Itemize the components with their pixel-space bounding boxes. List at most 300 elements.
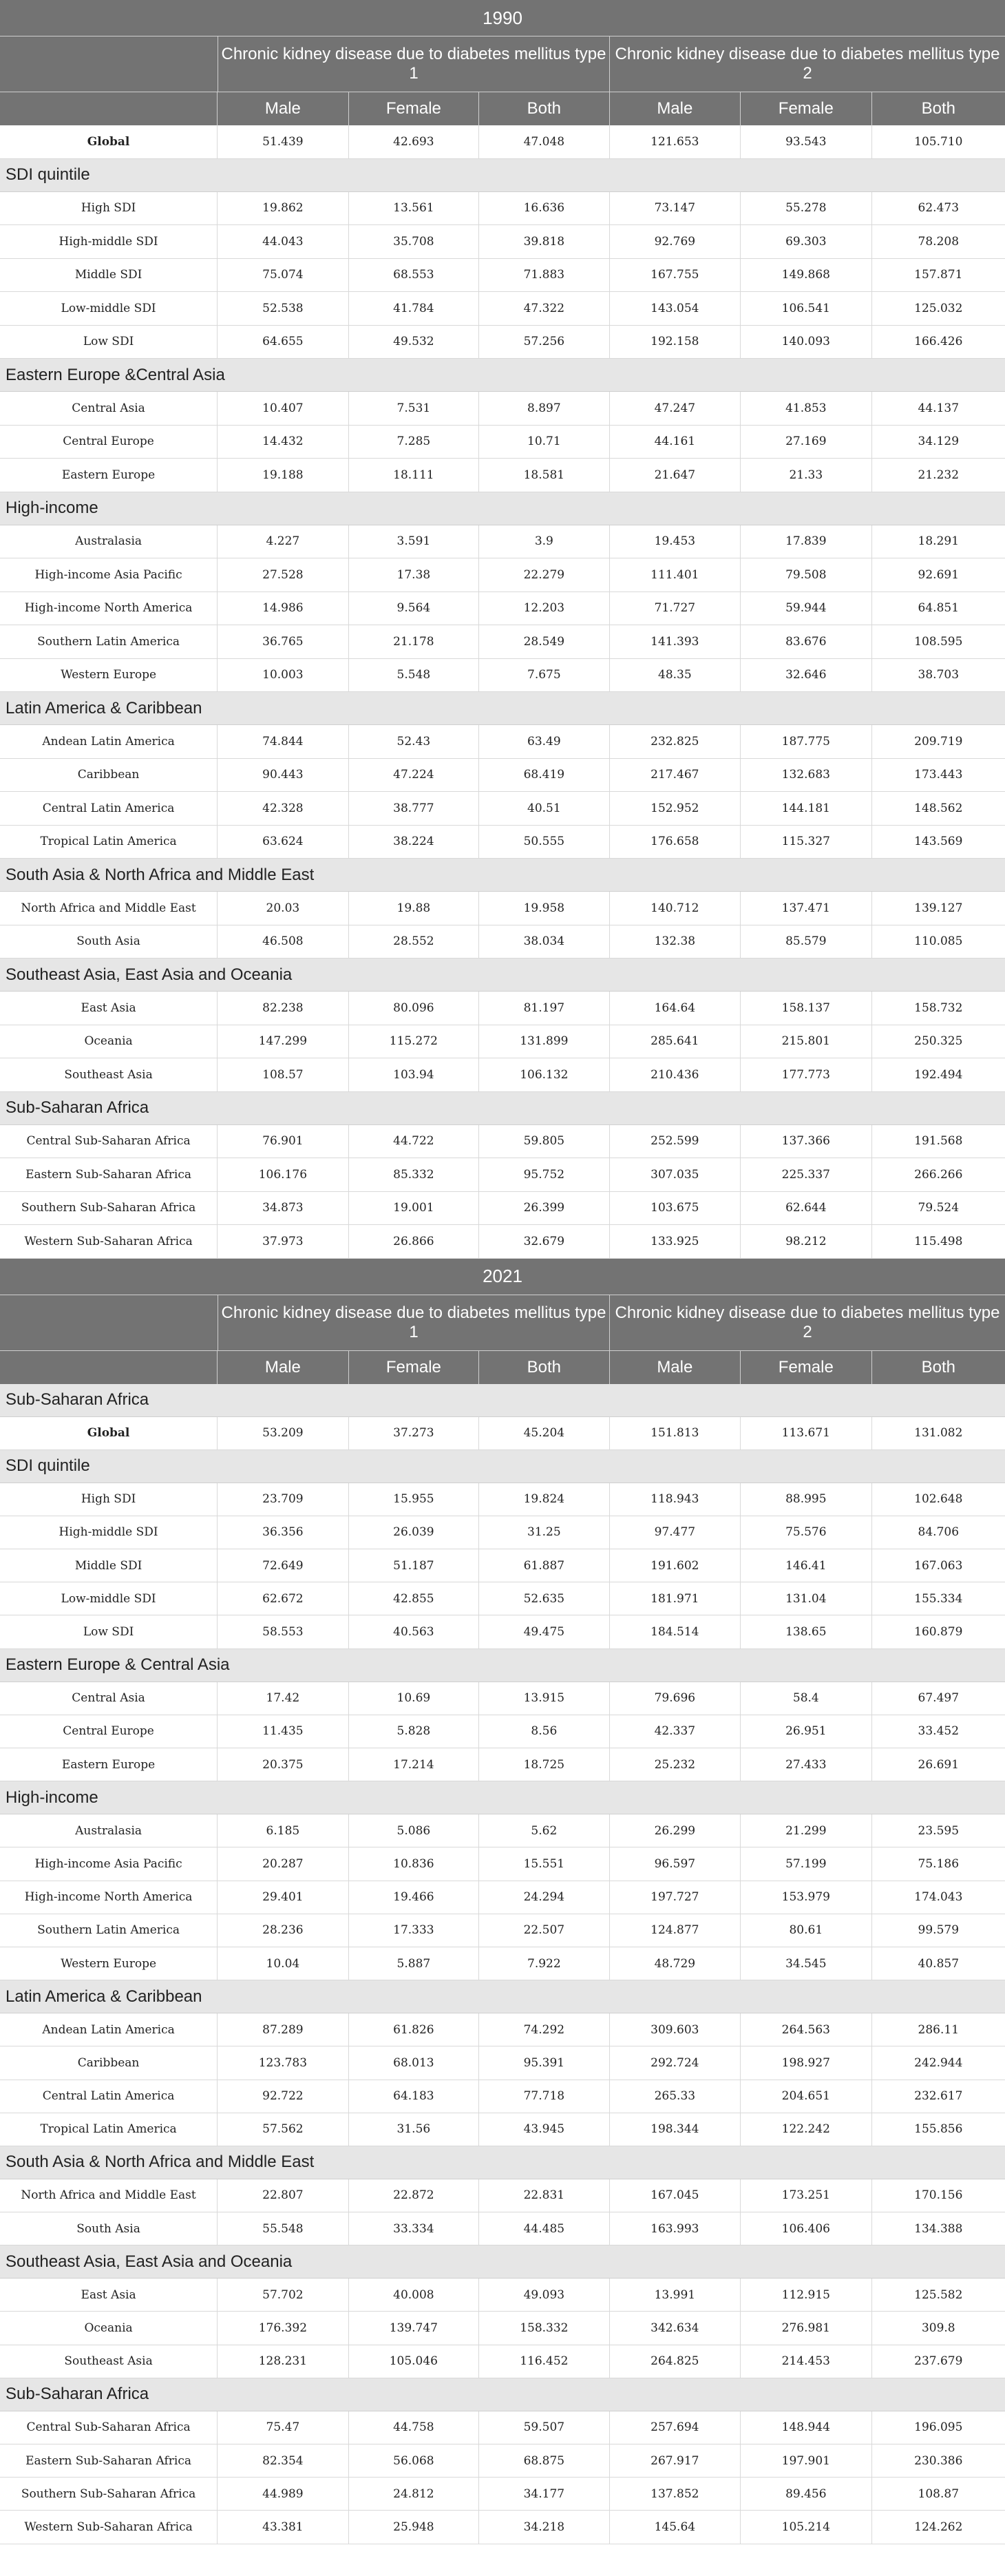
row-label: East Asia <box>0 2279 218 2311</box>
value-cell: 26.399 <box>479 1192 609 1225</box>
value-cell: 6.185 <box>218 1814 348 1847</box>
value-cell: 49.475 <box>479 1615 609 1648</box>
value-cell: 217.467 <box>610 759 741 792</box>
value-cell: 44.989 <box>218 2478 348 2510</box>
column-header-female: Female <box>349 1351 479 1384</box>
table-row <box>0 1417 1005 1450</box>
value-cell: 47.048 <box>479 125 609 158</box>
column-header-female: Female <box>741 92 871 125</box>
row-label: Middle SDI <box>0 1549 218 1582</box>
value-cell: 99.579 <box>918 1923 960 1938</box>
row-label: Southeast Asia <box>0 2345 218 2378</box>
value-cell: 55.278 <box>741 192 871 225</box>
value-cell: 40.857 <box>918 1956 960 1971</box>
value-cell: 45.204 <box>479 1417 609 1449</box>
value-cell: 13.561 <box>349 192 479 225</box>
value-cell: 27.433 <box>741 1748 871 1781</box>
table-row <box>0 1914 1005 1947</box>
value-cell: 53.209 <box>218 1417 348 1449</box>
value-cell: 210.436 <box>610 1058 741 1091</box>
value-cell: 27.528 <box>218 558 348 591</box>
value-cell: 143.054 <box>610 292 741 325</box>
table-row <box>0 2444 1005 2478</box>
value-cell: 20.287 <box>218 1847 348 1880</box>
value-cell: 276.981 <box>741 2312 871 2344</box>
row-label: Australasia <box>0 525 218 558</box>
value-cell: 5.086 <box>349 1814 479 1847</box>
value-cell: 139.747 <box>349 2312 479 2344</box>
row-label: High-middle SDI <box>0 1516 218 1549</box>
value-cell: 96.597 <box>610 1847 741 1880</box>
value-cell: 22.807 <box>218 2179 348 2212</box>
table-row <box>0 225 1005 259</box>
value-cell: 75.576 <box>741 1516 871 1549</box>
value-cell: 19.958 <box>479 892 609 925</box>
value-cell: 21.33 <box>741 459 871 492</box>
value-cell: 157.871 <box>914 268 963 282</box>
value-cell: 49.093 <box>479 2279 609 2311</box>
value-cell: 10.407 <box>218 392 348 425</box>
row-label: Central Asia <box>0 392 218 425</box>
value-cell: 33.334 <box>349 2212 479 2245</box>
value-cell: 252.599 <box>610 1125 741 1158</box>
value-cell: 8.56 <box>479 1715 609 1748</box>
row-label: North Africa and Middle East <box>0 892 218 925</box>
value-cell: 68.875 <box>479 2444 609 2477</box>
group-header-type2: Chronic kidney disease due to diabetes mellitus type 2 <box>615 45 1000 83</box>
value-cell: 17.839 <box>741 525 871 558</box>
table-row <box>0 1947 1005 1980</box>
row-label: Southern Latin America <box>0 1914 218 1947</box>
value-cell: 5.828 <box>349 1715 479 1748</box>
value-cell: 55.548 <box>218 2212 348 2245</box>
value-cell: 62.672 <box>218 1582 348 1615</box>
value-cell: 115.498 <box>914 1234 963 1248</box>
row-label: Central Latin America <box>0 792 218 825</box>
value-cell: 18.291 <box>918 534 960 549</box>
value-cell: 250.325 <box>914 1034 963 1049</box>
column-header-female: Female <box>741 1351 871 1384</box>
value-cell: 137.471 <box>741 892 871 925</box>
value-cell: 112.915 <box>741 2279 871 2311</box>
value-cell: 26.951 <box>741 1715 871 1748</box>
table-row <box>0 259 1005 293</box>
value-cell: 17.42 <box>218 1682 348 1715</box>
value-cell: 92.769 <box>610 225 741 258</box>
section-header: SDI quintile <box>0 159 1005 192</box>
value-cell: 90.443 <box>218 759 348 792</box>
value-cell: 17.333 <box>349 1914 479 1947</box>
value-cell: 34.177 <box>479 2478 609 2510</box>
corner-cell <box>0 1295 218 1350</box>
table-row <box>0 1715 1005 1748</box>
row-label: Middle SDI <box>0 259 218 292</box>
value-cell: 131.899 <box>479 1025 609 1058</box>
value-cell: 264.825 <box>610 2345 741 2378</box>
row-label: High-income Asia Pacific <box>0 1847 218 1880</box>
value-cell: 38.224 <box>349 826 479 859</box>
value-cell: 265.33 <box>610 2080 741 2113</box>
value-cell: 71.883 <box>479 259 609 292</box>
value-cell: 155.856 <box>914 2122 963 2137</box>
value-cell: 21.647 <box>610 459 741 492</box>
value-cell: 191.602 <box>610 1549 741 1582</box>
value-cell: 24.294 <box>479 1881 609 1914</box>
value-cell: 266.266 <box>914 1167 963 1182</box>
table-row <box>0 292 1005 326</box>
value-cell: 11.435 <box>218 1715 348 1748</box>
value-cell: 57.702 <box>218 2279 348 2311</box>
value-cell: 197.901 <box>741 2444 871 2477</box>
value-cell: 176.658 <box>610 826 741 859</box>
value-cell: 10.003 <box>218 659 348 692</box>
row-label: Low SDI <box>0 326 218 359</box>
value-cell: 22.507 <box>479 1914 609 1947</box>
group-header-row <box>0 36 1005 92</box>
value-cell: 43.945 <box>479 2113 609 2146</box>
table-row <box>0 1158 1005 1192</box>
value-cell: 36.765 <box>218 625 348 658</box>
value-cell: 44.043 <box>218 225 348 258</box>
value-cell: 29.401 <box>218 1881 348 1914</box>
value-cell: 145.64 <box>610 2511 741 2543</box>
value-cell: 33.452 <box>918 1724 960 1739</box>
value-cell: 174.043 <box>914 1890 963 1905</box>
table-row <box>0 2345 1005 2378</box>
value-cell: 56.068 <box>349 2444 479 2477</box>
row-label: Western Sub-Saharan Africa <box>0 2511 218 2543</box>
table-row <box>0 892 1005 925</box>
table-row <box>0 192 1005 226</box>
row-label: Central Asia <box>0 1682 218 1715</box>
value-cell: 25.948 <box>349 2511 479 2543</box>
value-cell: 73.147 <box>610 192 741 225</box>
value-cell: 19.001 <box>349 1192 479 1225</box>
section-header: Latin America & Caribbean <box>0 1980 1005 2013</box>
value-cell: 79.696 <box>610 1682 741 1715</box>
value-cell: 140.712 <box>610 892 741 925</box>
row-label: Low-middle SDI <box>0 1582 218 1615</box>
value-cell: 9.564 <box>349 592 479 625</box>
table-row <box>0 2312 1005 2345</box>
value-cell: 197.727 <box>610 1881 741 1914</box>
row-label: East Asia <box>0 992 218 1025</box>
value-cell: 95.391 <box>479 2046 609 2079</box>
value-cell: 80.096 <box>349 992 479 1025</box>
value-cell: 137.852 <box>610 2478 741 2510</box>
value-cell: 82.238 <box>218 992 348 1025</box>
value-cell: 38.703 <box>918 668 960 682</box>
value-cell: 132.683 <box>741 759 871 792</box>
value-cell: 26.866 <box>349 1225 479 1258</box>
value-cell: 63.49 <box>479 725 609 758</box>
value-cell: 4.227 <box>218 525 348 558</box>
table-row <box>0 1483 1005 1516</box>
value-cell: 209.719 <box>914 734 963 748</box>
value-cell: 146.41 <box>741 1549 871 1582</box>
value-cell: 26.039 <box>349 1516 479 1549</box>
section-header: Southeast Asia, East Asia and Oceania <box>0 2245 1005 2279</box>
value-cell: 75.47 <box>218 2411 348 2444</box>
value-cell: 3.9 <box>479 525 609 558</box>
value-cell: 19.466 <box>349 1881 479 1914</box>
value-cell: 48.35 <box>610 659 741 692</box>
value-cell: 22.831 <box>479 2179 609 2212</box>
value-cell: 103.675 <box>610 1192 741 1225</box>
value-cell: 12.203 <box>479 592 609 625</box>
row-label: High-income Asia Pacific <box>0 558 218 591</box>
value-cell: 62.473 <box>918 201 960 216</box>
table-row <box>0 1748 1005 1781</box>
value-cell: 22.872 <box>349 2179 479 2212</box>
value-cell: 92.722 <box>218 2080 348 2113</box>
value-cell: 7.675 <box>479 659 609 692</box>
value-cell: 48.729 <box>610 1947 741 1980</box>
value-cell: 44.722 <box>349 1125 479 1158</box>
value-cell: 67.497 <box>918 1691 960 1706</box>
value-cell: 307.035 <box>610 1158 741 1191</box>
value-cell: 176.392 <box>218 2312 348 2344</box>
value-cell: 98.212 <box>741 1225 871 1258</box>
value-cell: 128.231 <box>218 2345 348 2378</box>
column-header-male: Male <box>610 92 741 125</box>
table-row <box>0 1225 1005 1259</box>
value-cell: 97.477 <box>610 1516 741 1549</box>
row-label: Caribbean <box>0 759 218 792</box>
value-cell: 47.322 <box>479 292 609 325</box>
value-cell: 75.074 <box>218 259 348 292</box>
value-cell: 58.553 <box>218 1615 348 1648</box>
value-cell: 151.813 <box>610 1417 741 1449</box>
value-cell: 115.272 <box>349 1025 479 1058</box>
value-cell: 41.853 <box>741 392 871 425</box>
row-label: High-income North America <box>0 1881 218 1914</box>
table-row <box>0 2478 1005 2511</box>
section-header: Eastern Europe & Central Asia <box>0 1649 1005 1682</box>
value-cell: 123.783 <box>218 2046 348 2079</box>
row-label: Oceania <box>0 2312 218 2344</box>
value-cell: 57.199 <box>741 1847 871 1880</box>
section-header: Latin America & Caribbean <box>0 692 1005 725</box>
value-cell: 108.87 <box>918 2486 960 2501</box>
row-label: Southern Sub-Saharan Africa <box>0 1192 218 1225</box>
table-row <box>0 625 1005 659</box>
table-row <box>0 459 1005 492</box>
value-cell: 292.724 <box>610 2046 741 2079</box>
value-cell: 111.401 <box>610 558 741 591</box>
value-cell: 49.532 <box>349 326 479 359</box>
value-cell: 147.299 <box>218 1025 348 1058</box>
value-cell: 139.127 <box>914 901 963 915</box>
value-cell: 39.818 <box>479 225 609 258</box>
row-label: Western Europe <box>0 1947 218 1980</box>
value-cell: 32.679 <box>479 1225 609 1258</box>
value-cell: 5.62 <box>479 1814 609 1847</box>
table-row <box>0 558 1005 592</box>
value-cell: 34.545 <box>741 1947 871 1980</box>
row-label: Andean Latin America <box>0 2013 218 2046</box>
table-row <box>0 792 1005 826</box>
section-header: Sub-Saharan Africa <box>0 1092 1005 1125</box>
row-label: High-middle SDI <box>0 225 218 258</box>
value-cell: 158.732 <box>914 1001 963 1015</box>
value-cell: 10.04 <box>218 1947 348 1980</box>
value-cell: 131.04 <box>741 1582 871 1615</box>
value-cell: 13.991 <box>610 2279 741 2311</box>
value-cell: 309.603 <box>610 2013 741 2046</box>
value-cell: 173.443 <box>914 768 963 782</box>
value-cell: 44.137 <box>918 401 960 415</box>
value-cell: 164.64 <box>610 992 741 1025</box>
value-cell: 141.393 <box>610 625 741 658</box>
corner-cell <box>0 1351 218 1384</box>
value-cell: 5.887 <box>349 1947 479 1980</box>
value-cell: 77.718 <box>479 2080 609 2113</box>
value-cell: 40.008 <box>349 2279 479 2311</box>
column-header-both: Both <box>921 1357 955 1376</box>
value-cell: 7.531 <box>349 392 479 425</box>
value-cell: 118.943 <box>610 1483 741 1516</box>
row-label: Eastern Sub-Saharan Africa <box>0 1158 218 1191</box>
value-cell: 167.063 <box>914 1558 963 1573</box>
value-cell: 113.671 <box>741 1417 871 1449</box>
value-cell: 17.38 <box>349 558 479 591</box>
table-row <box>0 2411 1005 2444</box>
column-header-male: Male <box>218 92 348 125</box>
value-cell: 137.366 <box>741 1125 871 1158</box>
value-cell: 124.262 <box>914 2520 963 2534</box>
section-header: Sub-Saharan Africa <box>0 2378 1005 2411</box>
value-cell: 108.595 <box>914 634 963 649</box>
value-cell: 61.887 <box>479 1549 609 1582</box>
section-header: South Asia & North Africa and Middle East <box>0 859 1005 892</box>
group-header-row <box>0 1295 1005 1350</box>
value-cell: 21.299 <box>741 1814 871 1847</box>
value-cell: 44.485 <box>479 2212 609 2245</box>
value-cell: 198.344 <box>610 2113 741 2146</box>
value-cell: 173.251 <box>741 2179 871 2212</box>
value-cell: 58.4 <box>741 1682 871 1715</box>
value-cell: 78.208 <box>918 234 960 249</box>
value-cell: 232.617 <box>914 2089 963 2104</box>
row-label: Central Europe <box>0 1715 218 1748</box>
row-label: Eastern Europe <box>0 1748 218 1781</box>
value-cell: 198.927 <box>741 2046 871 2079</box>
value-cell: 15.551 <box>479 1847 609 1880</box>
value-cell: 74.292 <box>479 2013 609 2046</box>
value-cell: 192.494 <box>914 1067 963 1082</box>
table-row <box>0 1192 1005 1226</box>
value-cell: 133.925 <box>610 1225 741 1258</box>
row-label: Southeast Asia <box>0 1058 218 1091</box>
value-cell: 106.541 <box>741 292 871 325</box>
value-cell: 23.595 <box>918 1823 960 1838</box>
value-cell: 80.61 <box>741 1914 871 1947</box>
row-label: Eastern Europe <box>0 459 218 492</box>
value-cell: 18.111 <box>349 459 479 492</box>
row-label: Low-middle SDI <box>0 292 218 325</box>
value-cell: 93.543 <box>741 125 871 158</box>
table-row <box>0 2046 1005 2080</box>
table-row <box>0 2279 1005 2312</box>
column-header-male: Male <box>610 1351 741 1384</box>
value-cell: 155.334 <box>914 1591 963 1606</box>
row-label: Central Sub-Saharan Africa <box>0 2411 218 2444</box>
row-label: Southern Latin America <box>0 625 218 658</box>
value-cell: 85.332 <box>349 1158 479 1191</box>
value-cell: 38.777 <box>349 792 479 825</box>
value-cell: 42.855 <box>349 1582 479 1615</box>
row-label: Western Europe <box>0 659 218 692</box>
value-cell: 64.851 <box>918 601 960 616</box>
value-cell: 81.197 <box>479 992 609 1025</box>
value-cell: 125.582 <box>914 2287 963 2302</box>
column-header-both: Both <box>921 99 955 118</box>
table-row <box>0 1847 1005 1881</box>
section-header: High-income <box>0 492 1005 525</box>
value-cell: 148.562 <box>914 801 963 815</box>
table-row <box>0 2511 1005 2544</box>
section-header: Eastern Europe &Central Asia <box>0 359 1005 392</box>
value-cell: 76.901 <box>218 1125 348 1158</box>
row-label: Tropical Latin America <box>0 826 218 859</box>
group-header-type2: Chronic kidney disease due to diabetes mellitus type 2 <box>615 1303 1000 1341</box>
value-cell: 62.644 <box>741 1192 871 1225</box>
table-row <box>0 2080 1005 2113</box>
table-row <box>0 2179 1005 2212</box>
section-header: High-income <box>0 1781 1005 1814</box>
value-cell: 51.187 <box>349 1549 479 1582</box>
value-cell: 131.082 <box>914 1426 963 1441</box>
table-row <box>0 925 1005 959</box>
value-cell: 79.524 <box>918 1201 960 1215</box>
value-cell: 74.844 <box>218 725 348 758</box>
row-label: Eastern Sub-Saharan Africa <box>0 2444 218 2477</box>
value-cell: 214.453 <box>741 2345 871 2378</box>
value-cell: 42.693 <box>349 125 479 158</box>
value-cell: 115.327 <box>741 826 871 859</box>
value-cell: 232.825 <box>610 725 741 758</box>
value-cell: 22.279 <box>479 558 609 591</box>
row-label: Central Latin America <box>0 2080 218 2113</box>
value-cell: 20.375 <box>218 1748 348 1781</box>
row-label: Low SDI <box>0 1615 218 1648</box>
table-row <box>0 2113 1005 2146</box>
value-cell: 44.161 <box>610 426 741 459</box>
row-label: Andean Latin America <box>0 725 218 758</box>
value-cell: 52.538 <box>218 292 348 325</box>
value-cell: 196.095 <box>914 2420 963 2435</box>
value-cell: 59.507 <box>479 2411 609 2444</box>
value-cell: 122.242 <box>741 2113 871 2146</box>
column-header-female: Female <box>349 92 479 125</box>
value-cell: 59.805 <box>479 1125 609 1158</box>
value-cell: 18.581 <box>479 459 609 492</box>
value-cell: 116.452 <box>479 2345 609 2378</box>
column-header-both: Both <box>479 1351 609 1384</box>
value-cell: 103.94 <box>349 1058 479 1091</box>
value-cell: 163.993 <box>610 2212 741 2245</box>
value-cell: 19.453 <box>610 525 741 558</box>
value-cell: 35.708 <box>349 225 479 258</box>
value-cell: 105.046 <box>349 2345 479 2378</box>
value-cell: 257.694 <box>610 2411 741 2444</box>
value-cell: 25.232 <box>610 1748 741 1781</box>
value-cell: 138.65 <box>741 1615 871 1648</box>
value-cell: 64.183 <box>349 2080 479 2113</box>
value-cell: 21.178 <box>349 625 479 658</box>
column-header-male: Male <box>218 1351 348 1384</box>
